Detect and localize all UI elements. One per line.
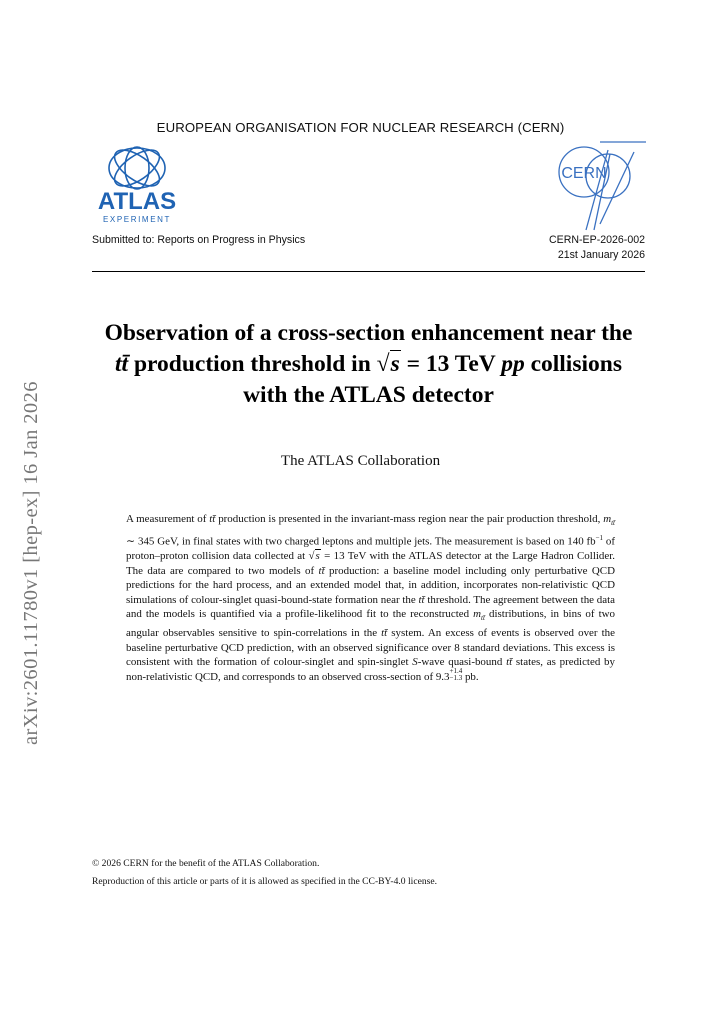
cern-logo <box>548 140 648 232</box>
atlas-logo <box>92 144 182 230</box>
header-divider <box>92 271 645 272</box>
paper-title <box>92 318 645 411</box>
abstract: A measurement of tt̄ production is presented in the invariant-mass region near the pair production threshold, $m_{tt̄}$ ∼ 345 GeV, in final states with two charged leptons and multiple jets. The measurement is based on 140 $fb^{-1}$ of proton–proton collision data collected at √s = 13 TeV with the ATLAS detector at the Large Hadron Collider. The data are compared to two models of tt̄ production: a baseline model including only perturbative QCD predictions for the hard process, and an extended model that, in addition, incorporates non-relativistic QCD simulations of colour-singlet quasi-bound-state formation near the tt̄ threshold. The agreement between the data and the models is quantified via a profile-likelihood fit to the reconstructed $m_{tt̄}$ distributions, in bins of two angular observables sensitive to spin-correlations in the tt̄ system. An excess of events is observed over the baseline perturbative QCD prediction, with an observed significance over 8 standard deviations. This excess is consistent with the formation of colour-singlet and spin-singlet S-wave quasi-bound tt̄ states, as predicted by non-relativistic QCD, and corresponds to an observed cross-section of 9.3+1.4 −1.3 pb. <box>126 513 615 683</box>
report-number: CERN-EP-2026-002 <box>549 234 645 246</box>
title-line-3: with the ATLAS detector <box>243 382 494 408</box>
title-line-2: tt̄ production threshold in √s = 13 TeV pp collisions <box>115 351 622 377</box>
license-notice: Reproduction of this article or parts of it is allowed as specified in the CC-BY-4.0 license. <box>92 876 438 887</box>
organisation-heading: EUROPEAN ORGANISATION FOR NUCLEAR RESEARCH (CERN) <box>156 120 565 135</box>
copyright-notice: © 2026 CERN for the benefit of the ATLAS Collaboration. <box>92 858 320 869</box>
title-line-1: Observation of a cross-section enhancement near the <box>104 320 633 346</box>
report-date: 21st January 2026 <box>557 249 645 261</box>
arxiv-identifier[interactable]: arXiv:2601.11780v1 [hep-ex] 16 Jan 2026 <box>20 381 42 745</box>
atlas-wordmark: ATLAS <box>97 188 177 215</box>
author-list: The ATLAS Collaboration <box>280 453 441 469</box>
cern-wordmark: CERN <box>561 165 607 182</box>
atlas-subtitle: EXPERIMENT <box>102 215 172 224</box>
submitted-to: Submitted to: Reports on Progress in Physics <box>92 234 306 246</box>
